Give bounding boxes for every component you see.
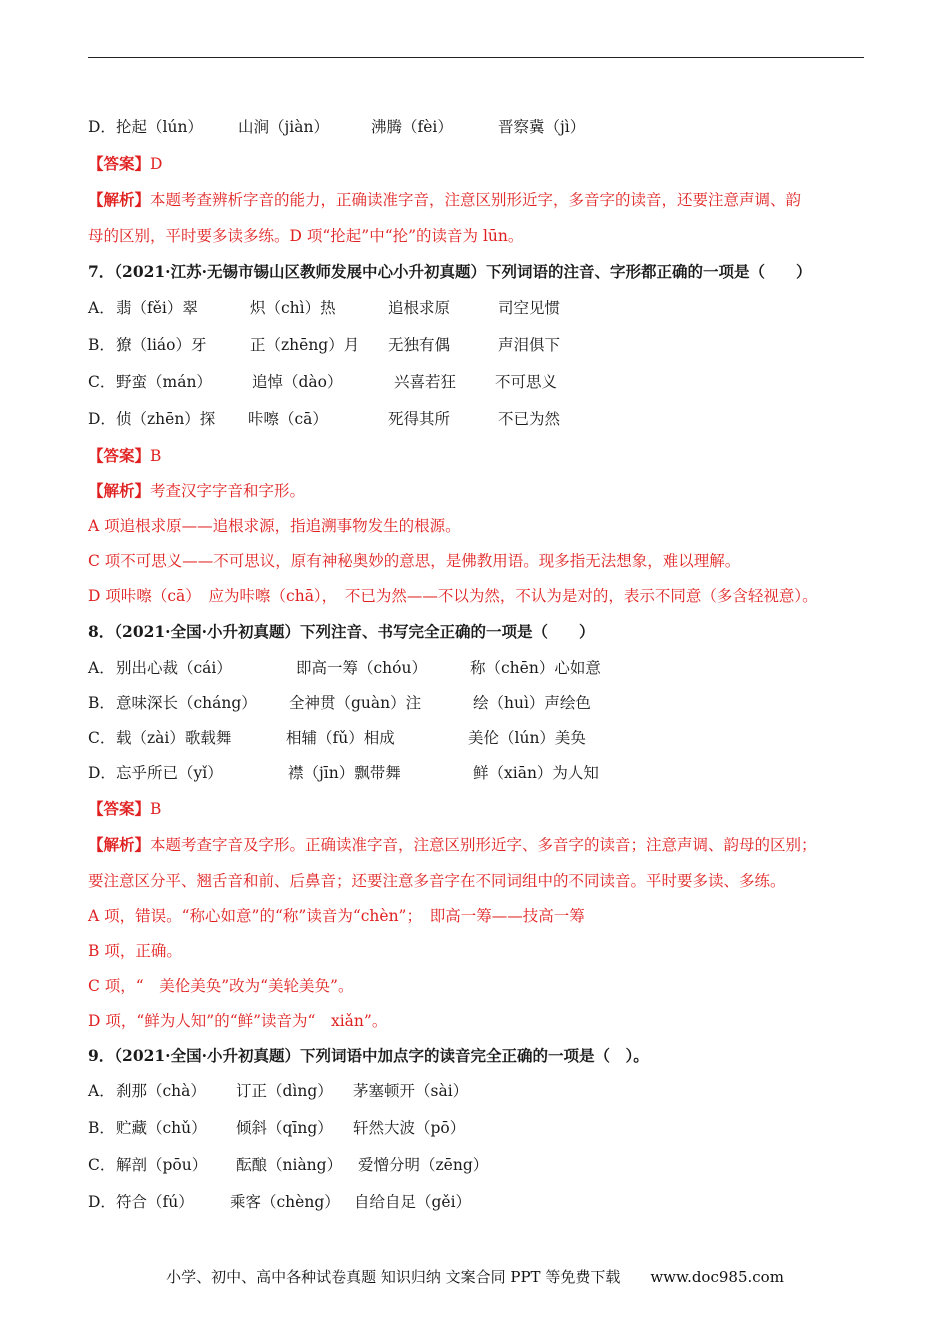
q7-note-a: A 项追根求原——追根求源，指追溯事物发生的根源。 [88, 517, 461, 535]
q8-analysis: 【解析】本题考查字音及字形。正确读准字音，注意区别形近字、多音字的读音；注意声调、韵母的区别； [88, 835, 817, 854]
q7-answer: 【答案】B [88, 446, 162, 465]
q8-stem: 8．（2021·全国·小升初真题）下列注音、书写完全正确的一项是（ ） [88, 622, 595, 641]
q6-answer: 【答案】D [88, 154, 163, 173]
q7-note-c: C 项不可思义——不可思议，原有神秘奥妙的意思，是佛教用语。现多指无法想象，难以理解。 [88, 552, 741, 570]
q6-analysis-cont: 母的区别，平时要多读多练。D 项“抡起”中“抡”的读音为 lūn。 [88, 227, 524, 245]
page-footer: 小学、初中、高中各种试卷真题 知识归纳 文案合同 PPT 等免费下载 www.doc985.com [166, 1268, 784, 1286]
q9-stem: 9．（2021·全国·小升初真题）下列词语中加点字的读音完全正确的一项是（ ）。 [88, 1046, 649, 1065]
q8-analysis-cont: 要注意区分平、翘舌音和前、后鼻音；还要注意多音字在不同词组中的不同读音。平时要多读、多练。 [88, 872, 786, 890]
q7-stem: 7．（2021·江苏·无锡市锡山区教师发展中心小升初真题）下列词语的注音、字形都正确的一项是（ ） [88, 262, 812, 281]
q7-analysis: 【解析】考查汉字字音和字形。 [88, 481, 306, 500]
q7-note-d: D 项咔嚓（cā） 应为咔嚓（chā）， 不已为然——不以为然，不认为是对的，表示不同意（多含轻视意）。 [88, 587, 818, 605]
q8-note-a: A 项，错误。“称心如意”的“称”读音为“chèn”； 即高一筹——技高一筹 [88, 907, 585, 925]
header-rule [88, 57, 864, 58]
q8-note-c: C 项，“ 美伦美奂”改为“美轮美奂”。 [88, 977, 354, 995]
q8-note-d: D 项，“鲜为人知”的“鲜”读音为“ xiǎn”。 [88, 1012, 388, 1030]
q8-note-b: B 项，正确。 [88, 942, 182, 960]
q8-answer: 【答案】B [88, 799, 162, 818]
q6-analysis: 【解析】本题考查辨析字音的能力，正确读准字音，注意区别形近字，多音字的读音，还要注意声调、韵 [88, 190, 802, 209]
